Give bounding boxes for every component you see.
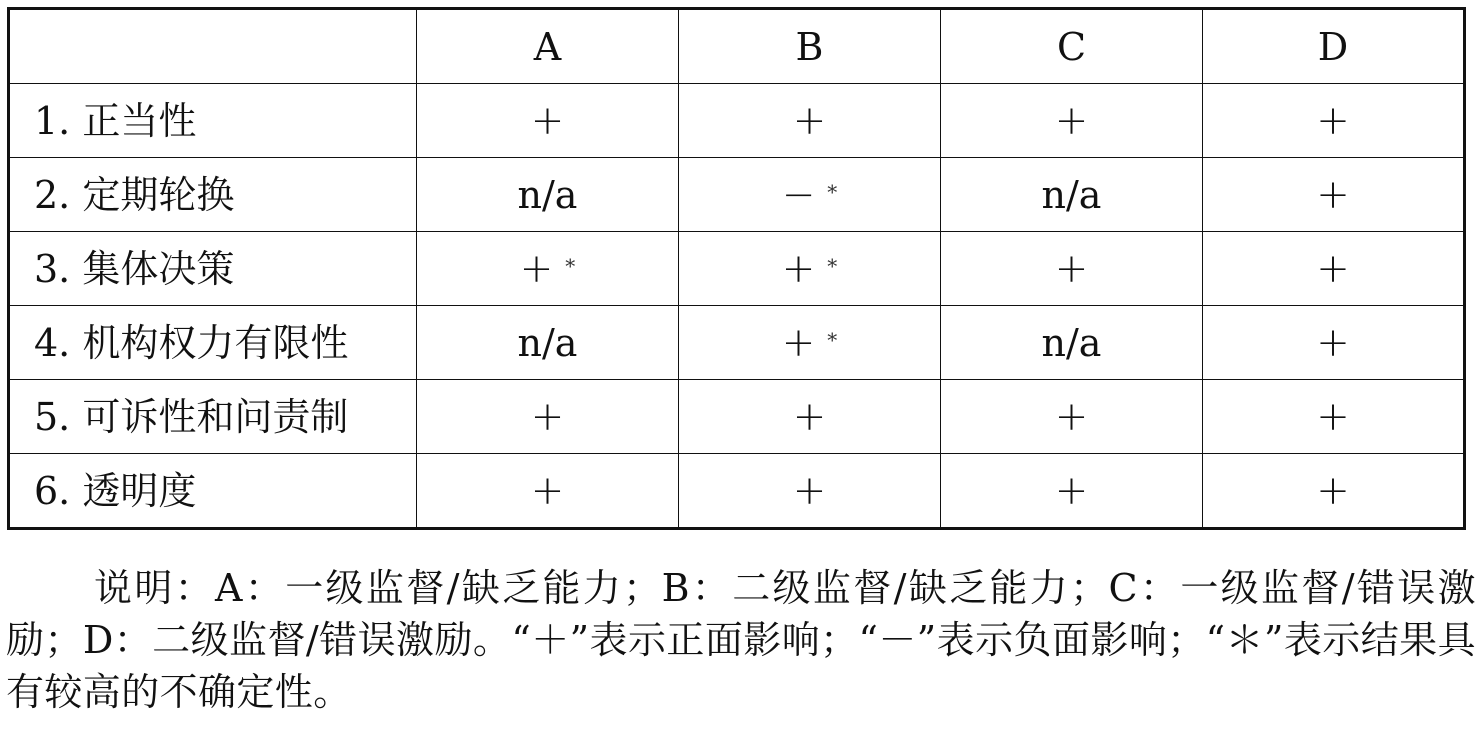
cell-value: + (1316, 467, 1350, 514)
cell-a (417, 306, 679, 380)
corner-cell (9, 9, 417, 84)
cell-value: + (1054, 97, 1089, 144)
uncertainty-marker: * (827, 253, 838, 278)
cell-value: n/a (1041, 172, 1102, 217)
cell-value: + (792, 97, 827, 144)
row-label: 5. 可诉性和问责制 (9, 380, 417, 454)
cell-c (941, 232, 1203, 306)
cell-value: + (530, 467, 565, 514)
header-row (9, 9, 1465, 84)
uncertainty-marker: * (565, 253, 576, 278)
cell-b (679, 84, 941, 158)
cell-b (679, 306, 941, 380)
cell-value: + (781, 245, 816, 292)
cell-a (417, 232, 679, 306)
cell-value: + (792, 393, 827, 440)
cell-value: + (1316, 393, 1350, 440)
table-row (9, 84, 1465, 158)
cell-c (941, 306, 1203, 380)
cell-a (417, 158, 679, 232)
row-label: 2. 定期轮换 (9, 158, 417, 232)
cell-d (1203, 454, 1465, 529)
cell-b (679, 454, 941, 529)
cell-d (1203, 232, 1465, 306)
cell-d (1203, 84, 1465, 158)
cell-c (941, 454, 1203, 529)
cell-value: + (792, 467, 827, 514)
cell-a (417, 84, 679, 158)
cell-value: + (1316, 319, 1350, 366)
cell-value: − (781, 171, 816, 218)
cell-b (679, 380, 941, 454)
uncertainty-marker: * (827, 327, 838, 352)
table-note: 说明：A：一级监督/缺乏能力；B：二级监督/缺乏能力；C：一级监督/错误激励；D：二级监督/错误激励。“＋”表示正面影响；“－”表示负面影响；“＊”表示结果具有较高的不确定性。 (6, 566, 1476, 714)
column-header-b: B (679, 9, 941, 84)
row-label: 4. 机构权力有限性 (9, 306, 417, 380)
cell-value: + (1054, 245, 1089, 292)
comparison-table (7, 7, 1466, 530)
cell-value: + (1316, 97, 1350, 144)
cell-c (941, 380, 1203, 454)
cell-value: + (1054, 467, 1089, 514)
cell-value: n/a (1041, 320, 1102, 365)
cell-a (417, 380, 679, 454)
column-header-c: C (941, 9, 1203, 84)
row-label: 1. 正当性 (9, 84, 417, 158)
cell-c (941, 84, 1203, 158)
cell-value: + (781, 319, 816, 366)
table-row (9, 454, 1465, 529)
cell-value: + (1316, 245, 1350, 292)
cell-a (417, 454, 679, 529)
cell-value: + (530, 97, 565, 144)
cell-value: n/a (517, 172, 578, 217)
cell-b (679, 158, 941, 232)
cell-value: n/a (517, 320, 578, 365)
uncertainty-marker: * (827, 179, 838, 204)
cell-d (1203, 306, 1465, 380)
table-row (9, 380, 1465, 454)
cell-value: + (1316, 171, 1350, 218)
cell-value: + (1054, 393, 1089, 440)
row-label: 6. 透明度 (9, 454, 417, 529)
table-row (9, 232, 1465, 306)
cell-d (1203, 158, 1465, 232)
cell-value: + (530, 393, 565, 440)
row-label: 3. 集体决策 (9, 232, 417, 306)
cell-value: + (519, 245, 554, 292)
column-header-d: D (1203, 9, 1465, 84)
column-header-a: A (417, 9, 679, 84)
table-row (9, 306, 1465, 380)
table-row (9, 158, 1465, 232)
cell-b (679, 232, 941, 306)
cell-d (1203, 380, 1465, 454)
cell-c (941, 158, 1203, 232)
